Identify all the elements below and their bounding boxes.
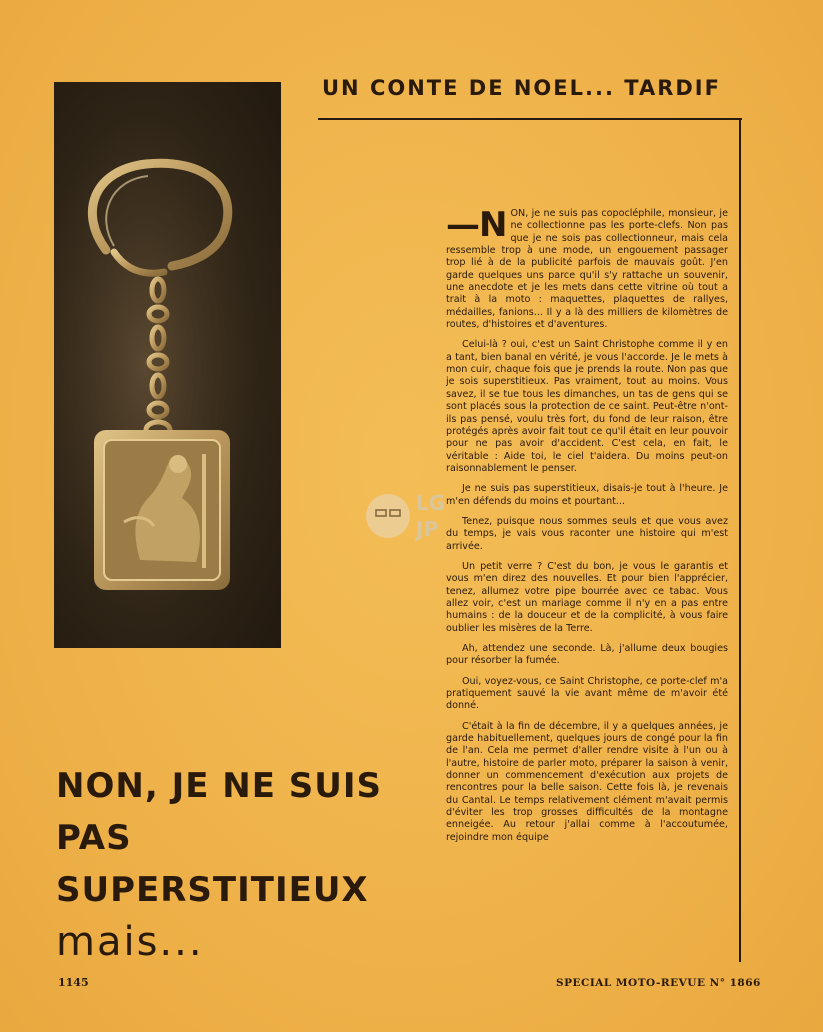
headline-line-1: NON, JE NE SUIS [56, 766, 383, 806]
magazine-issue: SPECIAL MOTO-REVUE N° 1866 [556, 977, 761, 989]
title-rule [318, 118, 742, 120]
article-paragraph-1: —N ON, je ne suis pas copocléphile, monsieur, je ne collectionne pas les porte-clefs. Non pas que je ne sois pas collectionneur, mais cela ressemble trop à une mode, un engouement passager trop lié à de la publicité parfois de mauvais goût. J'en garde quelques uns parce qu'il s'y rattache un souvenir, une anecdote et je les mets dans cette vitrine où tout a trait à la moto : maquettes, plaquettes de rallyes, médailles, fanions... Il y a là des milliers de kilomètres de routes, d'histoires et d'aventures. [446, 205, 728, 331]
headline-line-3: SUPERSTITIEUX [56, 870, 369, 910]
article-paragraph-8: C'était à la fin de décembre, il y a quelques années, je garde habituellement, quelques jours de congé pour la fin de l'an. Cela me permet d'aller rendre visite à l'un ou à l'autre, histoire de parler moto, préparer la saison à venir, donner un commencement d'exécution aux projets de rencontres pour la belle saison. Cette fois là, je revenais du Cantal. Le temps relativement clément m'avait permis d'éviter les trop grosses difficultés de la montagne enneigée. Au retour j'allai comme à l'accoutumée, rejoindre mon équipe [446, 720, 728, 843]
article-paragraph-5: Un petit verre ? C'est du bon, je vous le garantis et vous m'en direz des nouvelles. Et pour bien l'apprécier, tenez, allumez votre pipe bourrée avec ce tabac. Vous allez voir, c'est un mariage comme il n'y en a pas entre humains : de la douceur et de la complicité, à vous faire oublier les misères de la Terre. [446, 560, 728, 634]
headline-line-4: mais... [56, 919, 204, 965]
page-number: 1145 [58, 976, 89, 989]
headline [56, 760, 406, 968]
svg-text:JP: JP [416, 517, 439, 541]
article-body [446, 205, 728, 852]
keychain-photo [54, 82, 281, 648]
column-rule [739, 118, 741, 962]
svg-text:LG: LG [416, 491, 446, 515]
article-paragraph-2: Celui-là ? oui, c'est un Saint Christophe comme il y en a tant, bien banal en vérité, je vous l'accorde. Je le mets à mon cuir, chaque fois que je prends la route. Non pas que je sois superstitieux. Pas vraiment, tout au moins. Vous savez, il se tue tous les dimanches, un tas de gens qui se sont placés sous la protection de ce saint. Peut-être n'ont-ils pas pensé, voulu très fort, du fond de leur raison, être protégés après avoir fait tout ce qu'il était en leur pouvoir pour ne pas avoir d'accident. C'est cela, en fait, le véritable : Aide toi, le ciel t'aidera. Du moins peut-on raisonnablement le penser. [446, 339, 728, 474]
headline-line-2: PAS [56, 818, 132, 858]
article-paragraph-4: Tenez, puisque nous sommes seuls et que vous avez du temps, je vais vous raconter une histoire qui m'est arrivée. [446, 515, 728, 552]
page-title: UN CONTE DE NOEL... TARDIF [322, 76, 721, 100]
keychain-medal-icon [54, 82, 281, 648]
article-paragraph-6: Ah, attendez une seconde. Là, j'allume deux bougies pour résorber la fumée. [446, 643, 728, 667]
watermark-logo [364, 482, 454, 548]
article-paragraph-7: Oui, voyez-vous, ce Saint Christophe, ce porte-clef m'a pratiquement sauvé la vie avant même de m'avoir été donné. [446, 675, 728, 712]
drop-cap: —N [446, 205, 507, 245]
article-paragraph-3: Je ne suis pas superstitieux, disais-je tout à l'heure. Je m'en défends du moins et pourtant... [446, 483, 728, 507]
